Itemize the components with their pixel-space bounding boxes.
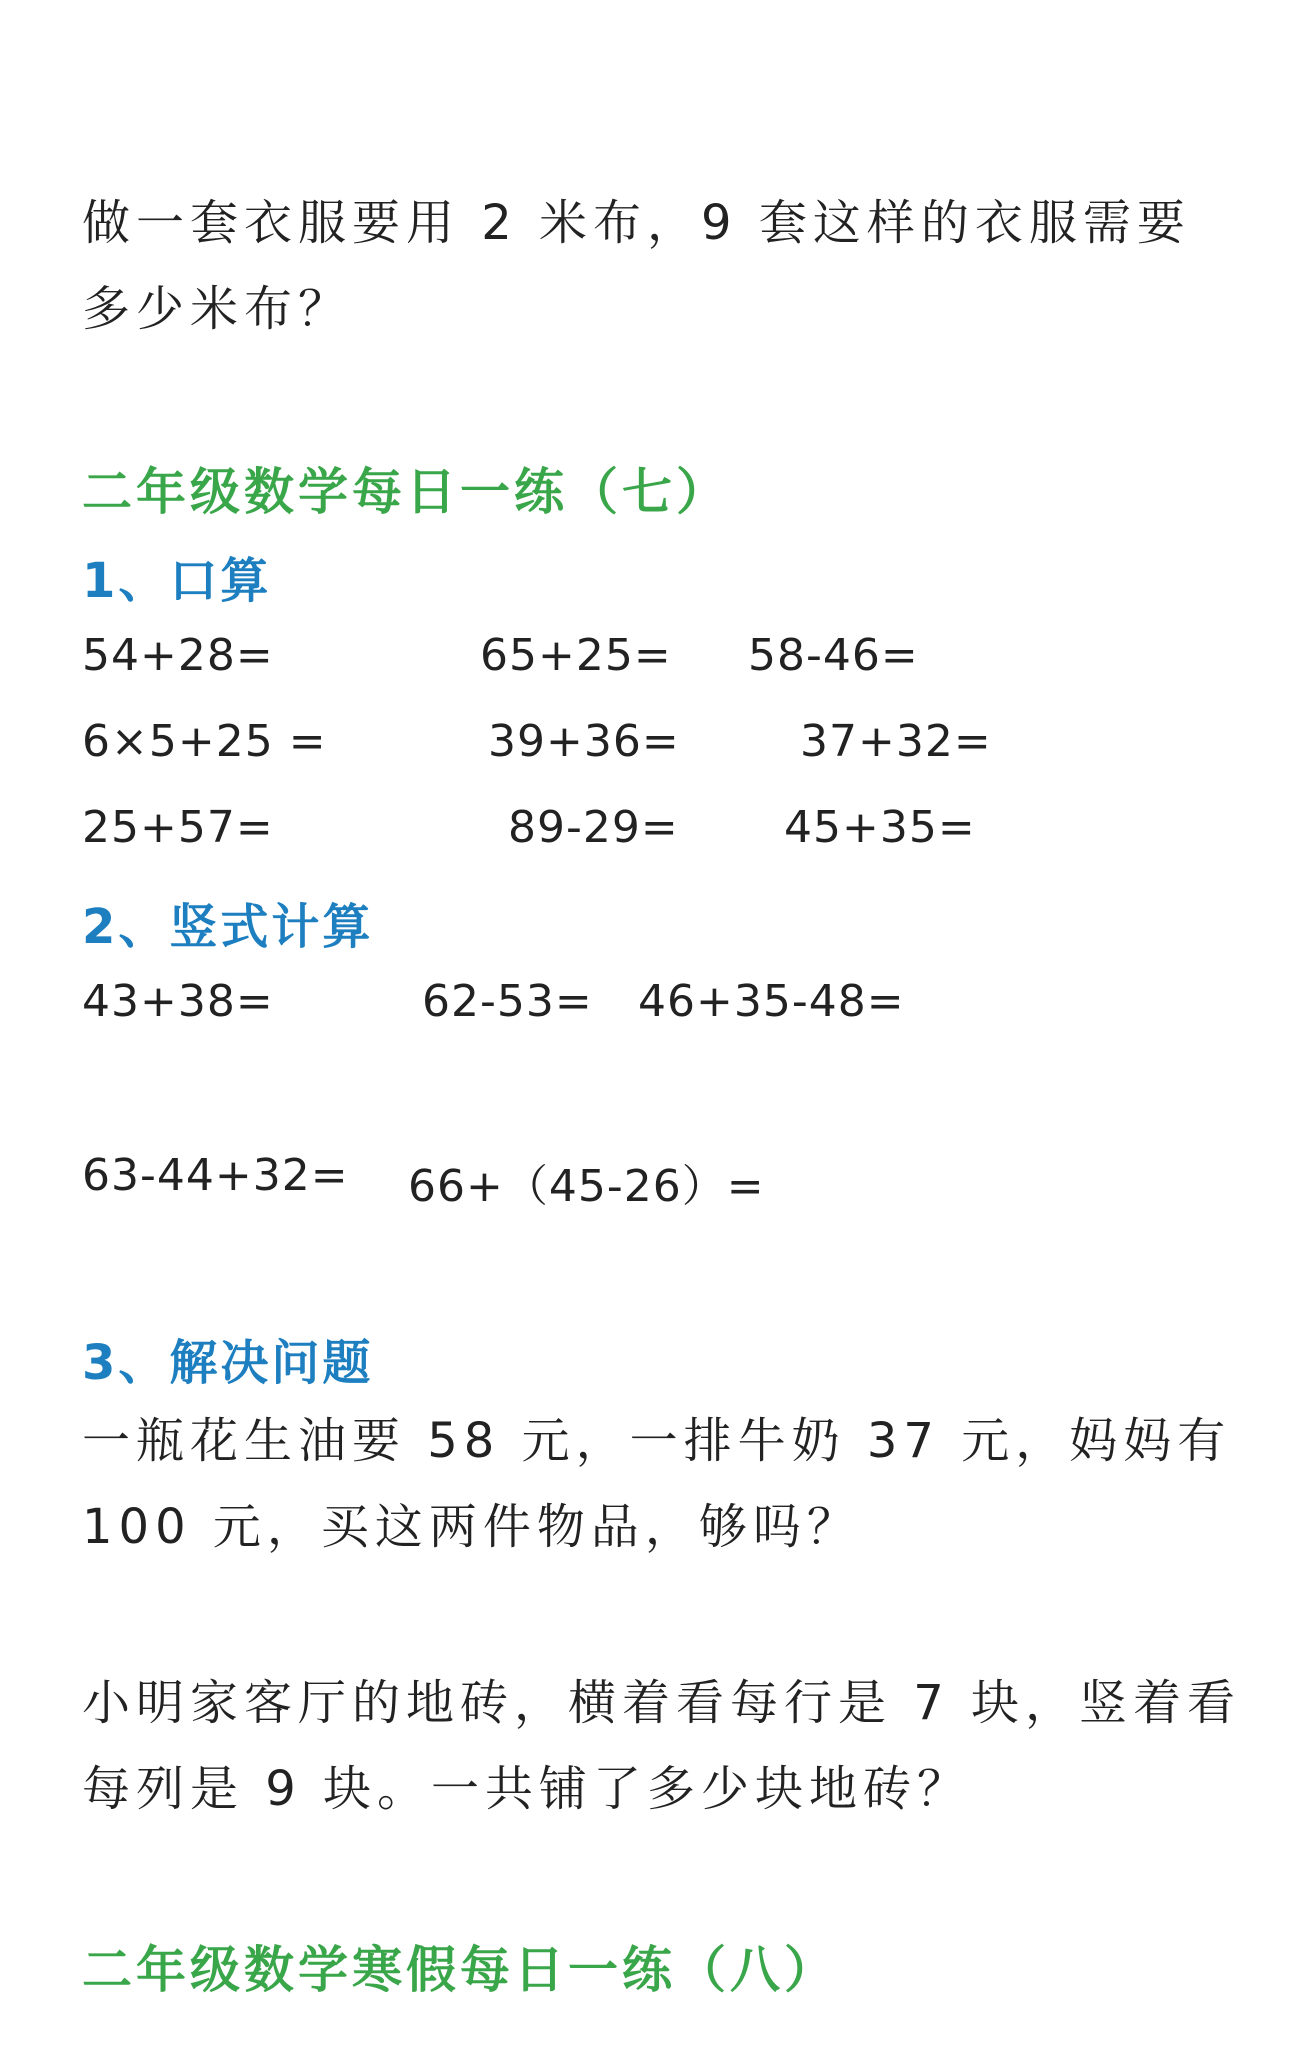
vertical-calc-heading: 2、竖式计算 [82,899,374,955]
vertical-calc-item: 46+35-48= [638,976,905,1027]
word-problems-heading: 3、解决问题 [82,1335,374,1391]
section-title-8: 二年级数学寒假每日一练（八） [82,1941,838,1999]
section-title-7: 二年级数学每日一练（七） [82,463,730,521]
oral-calc-item: 39+36= [488,716,680,767]
word-problem: 小明家客厅的地砖，横着看每行是 7 块，竖着看每列是 9 块。一共铺了多少块地砖？ [82,1675,1242,1817]
word-problem: 一瓶花生油要 58 元，一排牛奶 37 元，妈妈有 100 元，买这两件物品，够吗？ [82,1413,1232,1555]
oral-calc-item: 54+28= [82,630,274,681]
oral-calc-item: 25+57= [82,802,274,853]
vertical-calc-item: 66+（45-26）= [408,1161,765,1212]
oral-calc-item: 58-46= [748,630,919,681]
oral-calc-item: 65+25= [480,630,672,681]
oral-calc-item: 6×5+25 = [82,716,327,767]
vertical-calc-item: 43+38= [82,976,274,1027]
oral-calc-item: 89-29= [508,802,679,853]
oral-calc-heading: 1、口算 [82,553,272,609]
vertical-calc-item: 62-53= [422,976,593,1027]
oral-calc-item: 37+32= [800,716,992,767]
vertical-calc-item: 63-44+32= [82,1150,349,1201]
oral-calc-item: 45+35= [784,802,976,853]
intro-problem: 做一套衣服要用 2 米布，9 套这样的衣服需要多少米布？ [82,195,1191,337]
